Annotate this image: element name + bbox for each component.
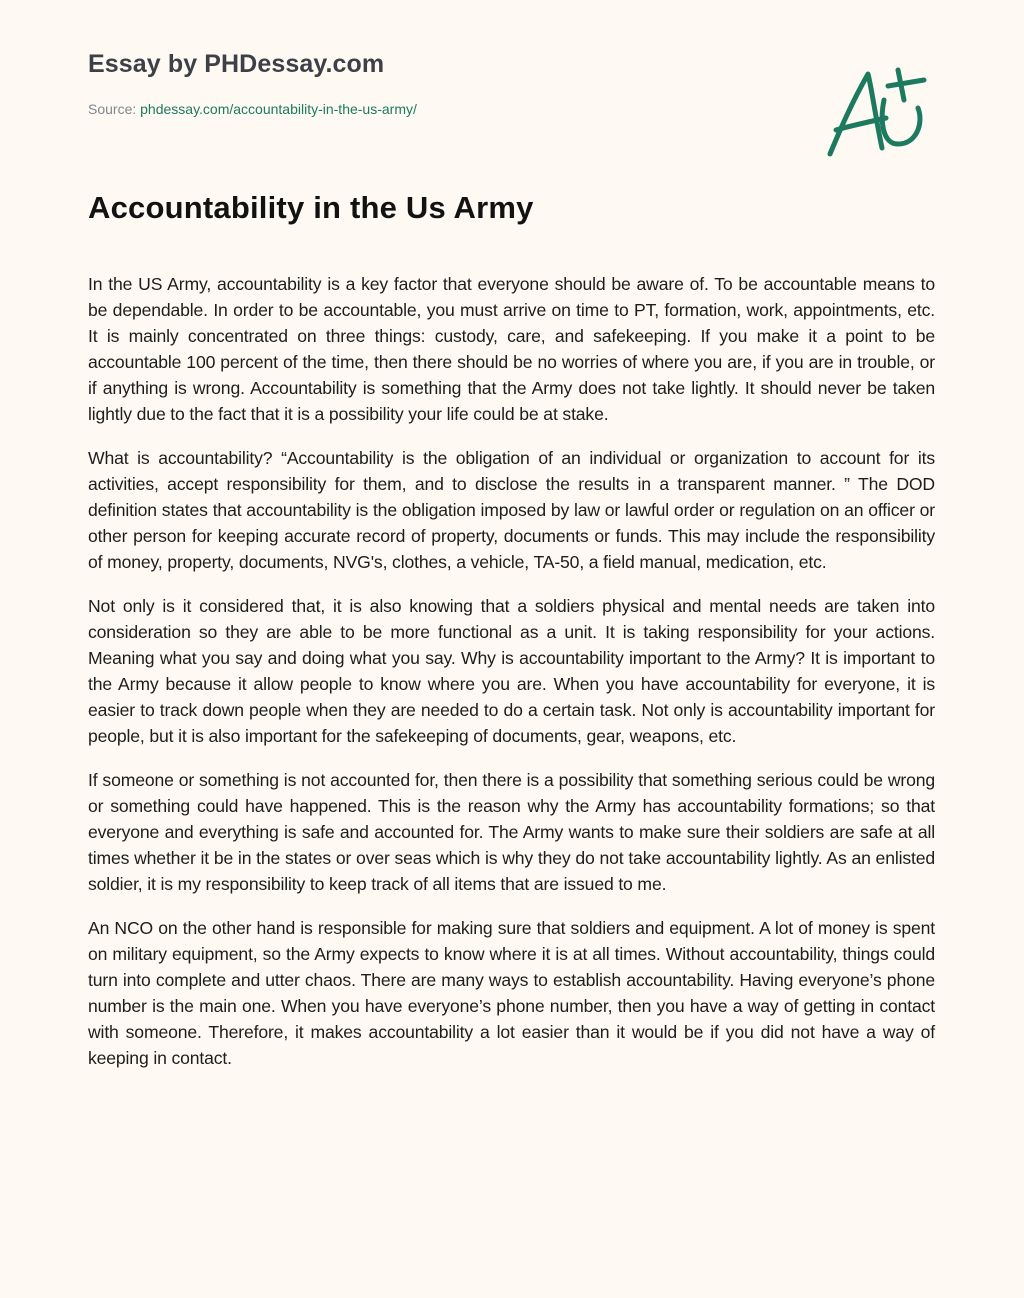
source-label: Source: (88, 101, 141, 117)
essay-paragraph: An NCO on the other hand is responsible for making sure that soldiers and equipment. A lot of money is spent on military equipment, so the Army expects to know where it is at all times. Without accountability, things could turn into complete and utter chaos. There are many ways to establish accountability. Having everyone’s phone number is the main one. When you have everyone’s phone number, then you have a way of getting in contact with someone. Therefore, it makes accountability a lot easier than it would be if you did not have a way of keeping in contact. (88, 918, 935, 1068)
essay-title: Accountability in the Us Army (88, 190, 534, 225)
essay-paragraph: What is accountability? “Accountability is the obligation of an individual or organization to account for its activities, accept responsibility for them, and to disclose the results in a transparent manner. ” The DOD definition states that accountability is the obligation imposed by law or lawful order or regulation on an officer or other person for keeping accurate record of property, documents or funds. This may include the responsibility of money, property, documents, NVG's, clothes, a vehicle, TA-50, a field manual, medication, etc. (88, 448, 935, 572)
a-plus-grade-icon (820, 60, 935, 165)
source-link[interactable]: phdessay.com/accountability-in-the-us-army/ (140, 101, 417, 117)
essay-body (88, 271, 935, 1089)
essay-paragraph: Not only is it considered that, it is also knowing that a soldiers physical and mental needs are taken into consideration so they are able to be more functional as a unit. It is taking responsibility for your actions. Meaning what you say and doing what you say. Why is accountability important to the Army? It is important to the Army because it allow people to know where you are. When you have accountability for everyone, it is easier to track down people when they are needed to do a certain task. Not only is accountability important for people, but it is also important for the safekeeping of documents, gear, weapons, etc. (88, 596, 935, 746)
source-line (88, 101, 417, 117)
site-brand: Essay by PHDessay.com (88, 50, 385, 78)
essay-paragraph: In the US Army, accountability is a key factor that everyone should be aware of. To be accountable means to be dependable. In order to be accountable, you must arrive on time to PT, formation, work, appointments, etc. It is mainly concentrated on three things: custody, care, and safekeeping. If you make it a point to be accountable 100 percent of the time, then there should be no worries of where you are, if you are in trouble, or if anything is wrong. Accountability is something that the Army does not take lightly. It should never be taken lightly due to the fact that it is a possibility your life could be at stake. (88, 274, 935, 424)
essay-paragraph: If someone or something is not accounted for, then there is a possibility that something serious could be wrong or something could have happened. This is the reason why the Army has accountability formations; so that everyone and everything is safe and accounted for. The Army wants to make sure their soldiers are safe at all times whether it be in the states or over seas which is why they do not take accountability lightly. As an enlisted soldier, it is my responsibility to keep track of all items that are issued to me. (88, 770, 935, 894)
